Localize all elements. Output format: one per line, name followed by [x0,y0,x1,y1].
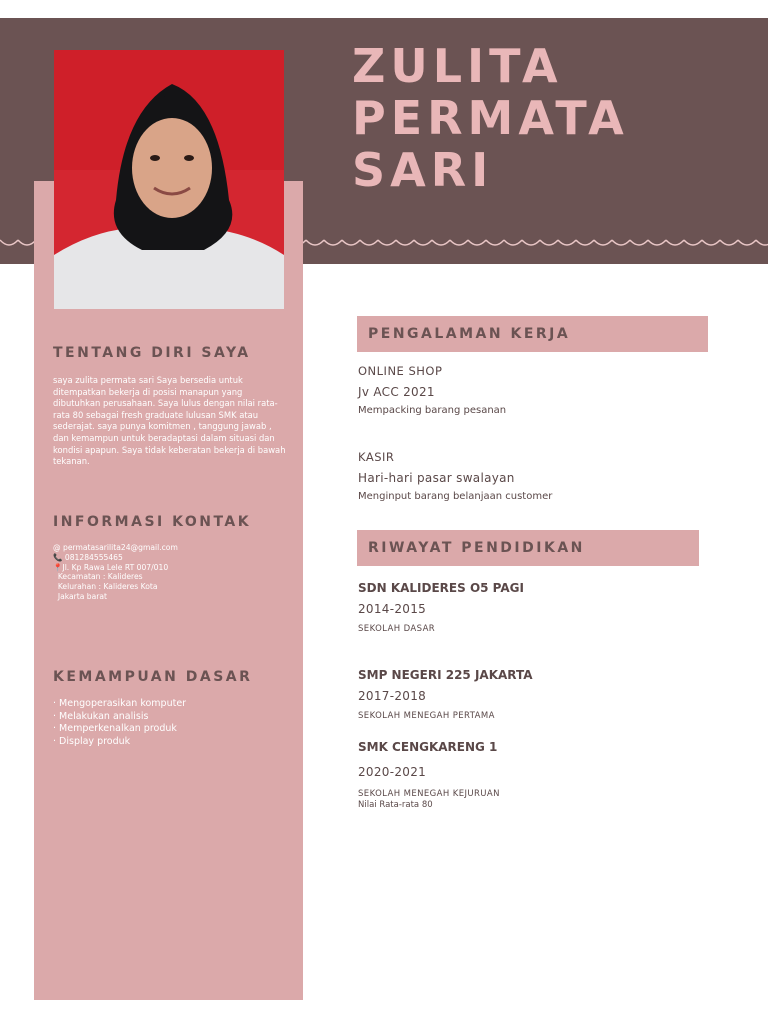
skill-item: · Melakukan analisis [53,710,149,722]
experience-entry [358,364,718,416]
education-entry [358,581,718,634]
job-desc: Mempacking barang pesanan [358,405,507,416]
contact-email: @ permatasarilita24@gmail.com [53,543,178,552]
school-name: SMP NEGERI 225 JAKARTA [358,668,533,682]
contact-address-line: Jakarta barat [53,591,108,601]
name-line-1: ZULITA [352,39,563,93]
school-years: 2014-2015 [358,602,427,616]
contact-address-line: Kecamatan : Kalideres [53,572,143,582]
job-title: KASIR [358,450,395,464]
contact-address-line: 📍Jl. Kp Rawa Lele RT 007/010 [53,562,169,572]
school-name: SDN KALIDERES O5 PAGI [358,581,524,595]
contact-info [53,543,289,602]
school-level: SEKOLAH DASAR [358,624,436,634]
experience-section-bar [357,316,708,352]
job-desc: Menginput barang belanjaan customer [358,491,553,502]
contact-phone: 📞 081284555465 [53,552,123,562]
job-title: ONLINE SHOP [358,364,443,378]
skill-item: · Display produk [53,735,131,747]
contact-heading: INFORMASI KONTAK [53,514,252,530]
job-org: Hari-hari pasar swalayan [358,471,515,485]
skill-item: · Mengoperasikan komputer [53,698,187,709]
about-text: saya zulita permata sari Saya bersedia untuk ditempatkan bekerja di posisi manapun yang dibutuhkan perusahaan. Saya lulus dengan nilai rata-rata 80 sebagai fresh graduate lulusan SMK atau sederajat. saya punya komitmen , tanggung jawab , dan kemampun untuk beradaptasi dalam situasi dan kondisi apapun. Saya tidak keberatan bekerja di bawah tekanan. [53,375,286,467]
school-note: Nilai Rata-rata 80 [358,800,433,810]
education-section-bar [357,530,699,566]
education-entry [358,740,718,810]
skill-item: · Memperkenalkan produk [53,723,177,734]
school-level: SEKOLAH MENEGAH KEJURUAN [358,789,500,799]
job-org: Jv ACC 2021 [358,385,435,399]
school-years: 2020-2021 [358,765,427,779]
school-years: 2017-2018 [358,689,427,703]
skills-heading: KEMAMPUAN DASAR [53,669,253,685]
candidate-name [352,40,752,196]
profile-photo [54,50,284,309]
name-line-2: PERMATA [352,91,629,145]
experience-heading: PENGALAMAN KERJA [368,326,571,342]
education-heading: RIWAYAT PENDIDIKAN [368,540,585,556]
school-name: SMK CENGKARENG 1 [358,740,498,754]
education-entry [358,668,718,721]
about-heading: TENTANG DIRI SAYA [53,345,251,361]
name-line-3: SARI [352,143,494,197]
contact-address-line: Kelurahan : Kalideres Kota [53,582,158,592]
school-level: SEKOLAH MENEGAH PERTAMA [358,711,495,721]
skills-list [53,698,289,748]
experience-entry [358,450,718,502]
